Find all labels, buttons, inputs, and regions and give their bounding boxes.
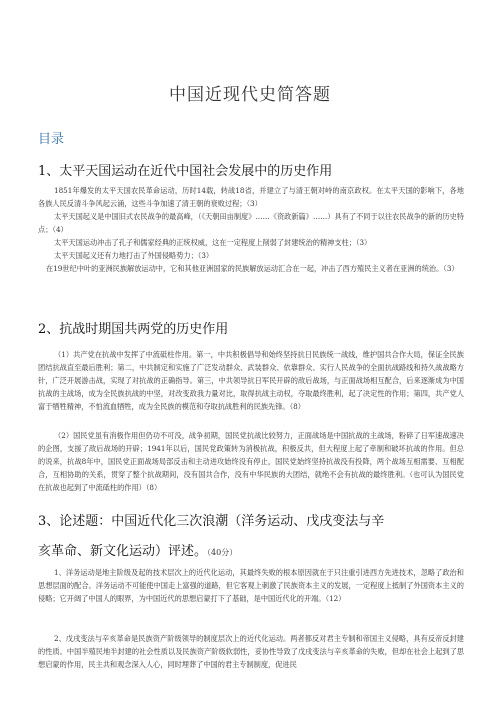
section-1-para-2: 太平天国起义是中国旧式农民战争的最高峰，（《天朝田亩制度》……《资政新篇》……）具有了不同于以往农民战争的新的历史特点；（4） xyxy=(38,212,464,234)
section-1-para-1: 1851年爆发的太平天国农民革命运动，历时14载，转战18省，并建立了与清王朝对峙的南京政权。在太平天国的影响下，各地各族人民反清斗争风起云涌，这些斗争加速了清王朝的衰败过程；（3） xyxy=(38,186,464,208)
section-2-para-1: （1）共产党在抗战中发挥了中流砥柱作用。第一，中共积极倡导和始终坚持抗日民族统一战线，维护国共合作大局，保证全民族团结抗战直至最后胜利；第二，中共制定和实施了广泛发动群众、武装群众、依靠群众、实行人民战争的全面抗战路线和持久战战略方针，广泛开展游击战，实现了对抗战的正确指导。第三，中共领导抗日军民开辟的敌后战场，与正面战场相互配合，后来逐渐成为中国抗战的主战场，成为全民族抗战的中坚，对改变敌我力量对比，取得抗战主动权，夺取最终胜利，起了决定性的作用；第四，共产党人富于牺牲精神，不怕流血牺牲，成为全民族的模范和夺取抗战胜利的民族先锋。（8） xyxy=(38,350,464,411)
toc-heading[interactable]: 目录 xyxy=(38,132,65,147)
section-2-heading: 2、抗战时期国共两党的历史作用 xyxy=(38,322,229,337)
section-1-para-5: 在19世纪中叶的亚洲民族解放运动中，它和其他亚洲国家的民族解放运动汇合在一起，冲击了西方殖民主义者在亚洲的统治。（3） xyxy=(46,264,459,273)
section-3-para-1: 1、洋务运动是地主阶级及起的技术层次上的近代化运动，其最终失败的根本原因就在于只注重引进西方先进技术，忽略了政治和思想层面的配合。洋务运动不可能使中国走上富强的道路，但它客观上刺激了民族资本主义的发展，一定程度上抵制了外国资本主义的侵略；它开阔了中国人的眼界，为中国近代的思想启蒙打下了基础，是中国近代化的开端。（12） xyxy=(38,568,464,603)
section-2-para-2: （2）国民党虽有消极作用但仍功不可没，战争初期，国民党抗战比较努力，正面战场是中国抗战的主战场，粉碎了日军速战速决的企图，支援了敌后战场的开辟；1941年以后，国民党政策转为消极抗战，积极反共，但大程度上起了牵制和破坏抗战的作用。但总的说来，抗战8年中，国民党正面战场局部反击和主动进攻始终没有停止，国民党始终坚持抗战没有投降，两个战场互相需要、互相配合，互相协助的关系，贯穿了整个抗战期间，没有国共合作，没有中华民族的大团结，就绝不会有抗战的最终胜利。（也可认为国民党在抗战也起到了中流砥柱的作用）（8） xyxy=(38,431,464,492)
section-3-heading-line-2 xyxy=(38,540,237,559)
section-3-heading-text: 亥革命、新文化运动）评述。 xyxy=(38,544,208,559)
section-3-para-2: 2、戊戌变法与辛亥革命是民族资产阶级领导的制度层次上的近代化运动。两者都反对君主专制和帝国主义侵略，具有反帝反封建的性质。中国半殖民地半封建的社会性质以及民族资产阶级软弱性，妥协性导致了戊戌变法与辛亥革命的失败，但却在社会上起到了思想启蒙的作用，民主共和观念深入人心，同时埋葬了中国的君主专制制度，促进民 xyxy=(38,634,464,669)
section-3-heading-line-1: 3、论述题：中国近代化三次浪潮（洋务运动、戊戌变法与辛 xyxy=(38,514,385,529)
section-3-score-note: （40分） xyxy=(207,548,238,557)
section-1-heading: 1、太平天国运动在近代中国社会发展中的历史作用 xyxy=(38,164,333,179)
page-title: 中国近现代史简答题 xyxy=(169,85,331,105)
section-1-para-4: 太平天国起义还有力地打击了外国侵略势力；（3） xyxy=(54,251,214,260)
section-1-para-3: 太平天国运动冲击了孔子和儒家经典的正统权威，这在一定程度上削弱了封建统治的精神支柱；（3） xyxy=(54,238,372,247)
